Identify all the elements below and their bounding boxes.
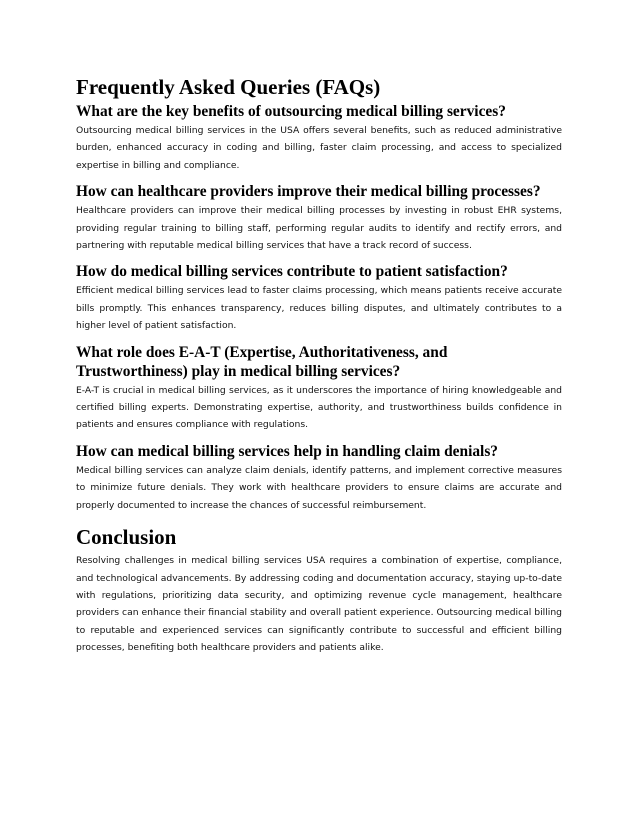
faq-question: How can medical billing services help in handling claim denials?	[76, 442, 499, 460]
faq-item-2	[76, 182, 562, 254]
faq-question: How can healthcare providers improve their medical billing processes?	[76, 183, 541, 201]
faq-item-3	[76, 262, 562, 334]
page-title: Frequently Asked Queries (FAQs)	[76, 75, 381, 99]
faq-answer: Healthcare providers can improve their medical billing processes by investing in robust EHR systems, providing regular training to billing staff, performing regular audits to identify and rectify errors, and partnering with reputable medical billing services that have a track record of success.	[76, 205, 562, 252]
faq-item-5	[76, 442, 562, 514]
faq-question: How do medical billing services contribute to patient satisfaction?	[76, 263, 508, 281]
faq-answer: Outsourcing medical billing services in the USA offers several benefits, such as reduced administrative burden, enhanced accuracy in coding and billing, faster claim processing, and access to specialized expertise in billing and compliance.	[76, 125, 562, 171]
faq-answer: E-A-T is crucial in medical billing services, as it underscores the importance of hiring knowledgeable and certified billing experts. Demonstrating expertise, authority, and trustworthiness builds confidence in patients and ensures compliance with regulations.	[76, 384, 562, 431]
conclusion-text: Resolving challenges in medical billing services USA requires a combination of expertise, compliance, and technological advancements. By addressing coding and documentation accuracy, staying up-to-date with regulations, prioritizing data security, and optimizing revenue cycle management, healthcare providers can enhance their financial stability and overall patient experience. Outsourcing medical billing to reputable and experienced services can significantly contribute to successful and efficient billing processes, benefiting both healthcare providers and patients alike.	[76, 555, 562, 654]
faq-answer: Efficient medical billing services lead to faster claims processing, which means patients receive accurate bills promptly. This enhances transparency, reduces billing disputes, and ultimately contributes to a higher level of patient satisfaction.	[76, 285, 562, 332]
faq-item-4	[76, 343, 562, 434]
faq-question: What role does E-A-T (Expertise, Authoritativeness, and Trustworthiness) play in medical billing services?	[76, 343, 448, 380]
document-page	[76, 74, 562, 665]
conclusion-title: Conclusion	[76, 525, 177, 550]
faq-answer: Medical billing services can analyze claim denials, identify patterns, and implement corrective measures to minimize future denials. They work with healthcare providers to ensure claims are accurate and properly documented to increase the chances of successful reimbursement.	[76, 464, 562, 511]
faq-question: What are the key benefits of outsourcing medical billing services?	[76, 103, 506, 120]
faq-item-1	[76, 102, 562, 174]
